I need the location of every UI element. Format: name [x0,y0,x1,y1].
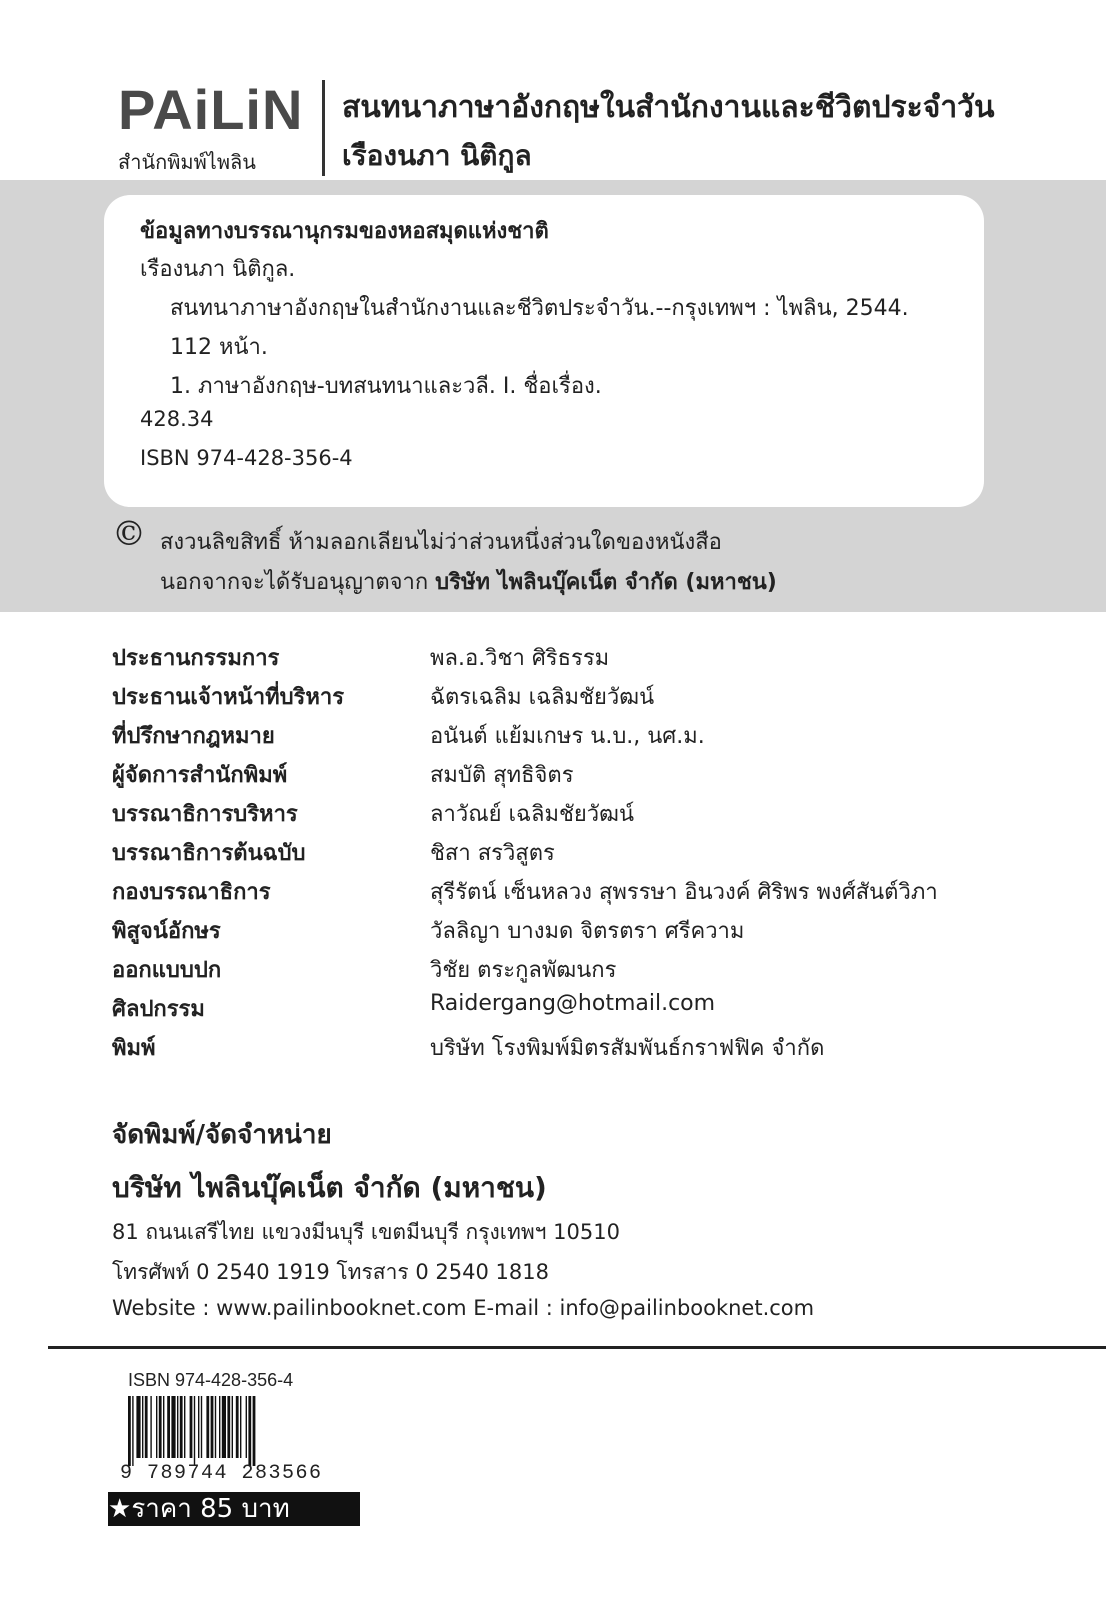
copyright-company: บริษัท ไพลินบุ๊คเน็ต จำกัด (มหาชน) [435,570,777,595]
staff-row [112,679,1042,718]
barcode-bar [222,1396,226,1458]
publisher-logo: PAiLiN [118,78,304,141]
staff-row [112,1030,1042,1069]
staff-row [112,913,1042,952]
staff-role: พิสูจน์อักษร [112,919,221,944]
header-divider [322,80,325,176]
cip-classification: 428.34 [140,407,214,431]
barcode-bar [232,1396,233,1458]
barcode-bar [159,1396,162,1458]
staff-name: ชิสา สรวิสูตร [430,841,555,866]
barcode-icon [128,1396,350,1466]
staff-role: บรรณาธิการบริหาร [112,802,298,827]
staff-name: พล.อ.วิชา ศิริธรรม [430,646,610,671]
barcode-bar [201,1396,202,1458]
publisher-phone: โทรศัพท์ 0 2540 1919 โทรสาร 0 2540 1818 [112,1260,549,1284]
book-author: เรืองนภา นิติกูล [342,139,532,172]
barcode-bar [136,1396,140,1458]
barcode-bar [163,1396,164,1458]
barcode-bar [227,1396,230,1458]
staff-row [112,835,1042,874]
barcode-bar [198,1396,199,1458]
staff-row [112,796,1042,835]
barcode-bar [145,1396,148,1458]
copyright-icon: © [112,514,146,554]
staff-role: ออกแบบปก [112,958,222,983]
barcode-bar [190,1396,193,1458]
barcode-bar [248,1396,251,1466]
barcode-digits: 9 789744 283566 [120,1462,323,1485]
barcode-bar [194,1396,195,1466]
barcode-bar [142,1396,143,1458]
barcode-bar [215,1396,216,1458]
publisher-address: 81 ถนนเสรีไทย แขวงมีนบุรี เขตมีนบุรี กรุงเทพฯ 10510 [112,1220,620,1244]
barcode-bar [132,1396,133,1466]
staff-name: วัลลิญา บางมด จิตรตรา ศรีความ [430,919,745,944]
staff-name: ฉัตรเฉลิม เฉลิมชัยวัฒน์ [430,685,655,710]
barcode-bar [206,1396,209,1458]
staff-name: วิชัย ตระกูลพัฒนกร [430,958,617,983]
copyright-notice-line1: สงวนลิขสิทธิ์ ห้ามลอกเลียนไม่ว่าส่วนหนึ่งส่วนใดของหนังสือ [160,530,722,555]
staff-row [112,718,1042,757]
barcode-bar [150,1396,151,1458]
staff-row [112,640,1042,679]
staff-name: อนันต์ แย้มเกษร น.บ., นศ.ม. [430,724,705,749]
publisher-label: จัดพิมพ์/จัดจำหน่าย [112,1120,332,1150]
book-title: สนทนาภาษาอังกฤษในสำนักงานและชีวิตประจำวัน [342,90,995,125]
staff-role: ประธานกรรมการ [112,646,280,671]
barcode-bar [240,1396,241,1458]
staff-row [112,757,1042,796]
barcode-isbn: ISBN 974-428-356-4 [128,1370,294,1390]
cip-pages: 112 หน้า. [170,335,268,360]
staff-role: บรรณาธิการต้นฉบับ [112,841,306,866]
cip-isbn: ISBN 974-428-356-4 [140,446,353,470]
staff-row [112,991,1042,1030]
cip-author: เรืองนภา นิติกูล. [140,257,296,282]
barcode-bar [180,1396,183,1458]
staff-role: กองบรรณาธิการ [112,880,271,905]
barcode-bar [211,1396,214,1458]
staff-row [112,874,1042,913]
bottom-divider [48,1346,1106,1349]
staff-role: ศิลปกรรม [112,997,205,1022]
staff-name: ลาวัณย์ เฉลิมชัยวัฒน์ [430,802,635,827]
cataloging-card [104,195,984,507]
barcode-bar [236,1396,239,1458]
price-tag [108,1492,360,1526]
publisher-logo-subtitle: สำนักพิมพ์ไพลิน [118,150,256,174]
copyright-prefix: นอกจากจะได้รับอนุญาตจาก [160,570,436,595]
cip-subject: 1. ภาษาอังกฤษ-บทสนทนาและวลี. I. ชื่อเรื่อง. [170,374,602,399]
staff-name: บริษัท โรงพิมพ์มิตรสัมพันธ์กราฟฟิค จำกัด [430,1036,825,1061]
barcode-bar [219,1396,220,1458]
barcode-bar [246,1396,247,1458]
barcode-bar [253,1396,256,1466]
copyright-notice-line2 [160,564,777,599]
staff-email: Raidergang@hotmail.com [430,991,716,1016]
staff-role: ผู้จัดการสำนักพิมพ์ [112,763,288,788]
barcode-bar [171,1396,175,1458]
staff-role: ที่ปรึกษากฎหมาย [112,724,275,749]
staff-role: พิมพ์ [112,1036,156,1061]
barcode-bar [128,1396,131,1466]
staff-role: ประธานเจ้าหน้าที่บริหาร [112,685,345,710]
barcode-bar [156,1396,157,1458]
barcode-bar [184,1396,185,1458]
publisher-name: บริษัท ไพลินบุ๊คเน็ต จำกัด (มหาชน) [112,1171,547,1204]
publisher-web: Website : www.pailinbooknet.com E-mail : info@pailinbooknet.com [112,1296,815,1320]
cip-entry: สนทนาภาษาอังกฤษในสำนักงานและชีวิตประจำวัน.--กรุงเทพฯ : ไพลิน, 2544. [170,296,909,321]
barcode-bar [167,1396,170,1458]
price-label: ราคา 85 บาท [131,1494,290,1524]
staff-name: สุรีรัตน์ เซ็นหลวง สุพรรษา อินวงค์ ศิริพร พงศ์สันต์วิภา [430,880,938,905]
cip-heading: ข้อมูลทางบรรณานุกรมของหอสมุดแห่งชาติ [140,219,549,244]
barcode-bar [177,1396,178,1458]
staff-name: สมบัติ สุทธิจิตร [430,763,574,788]
staff-row [112,952,1042,991]
star-icon: ★ [108,1494,132,1524]
staff-credits [112,640,1042,1069]
